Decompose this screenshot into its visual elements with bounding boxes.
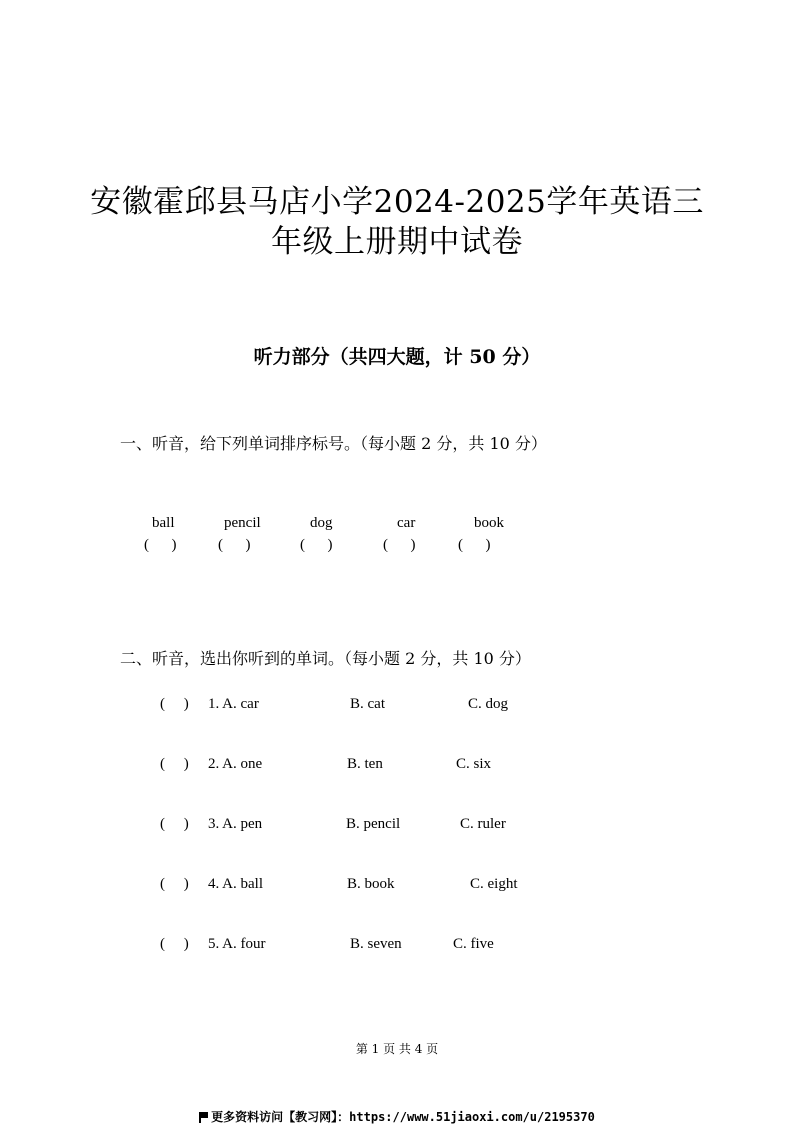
word-book: book bbox=[474, 515, 504, 531]
exam-title-line-1: 安徽霍邱县马店小学2024-2025学年英语三 bbox=[90, 184, 704, 220]
flag-icon bbox=[199, 1112, 207, 1122]
option-c: C. ruler bbox=[460, 816, 506, 832]
word-pencil: pencil bbox=[224, 515, 261, 531]
question-row bbox=[0, 876, 794, 900]
option-b: B. pencil bbox=[346, 816, 401, 832]
option-c: C. dog bbox=[468, 696, 509, 712]
question-row bbox=[0, 816, 794, 840]
option-a: 2. A. one bbox=[208, 756, 263, 772]
word-dog: dog bbox=[310, 515, 333, 531]
answer-blank[interactable]: ( ) bbox=[160, 696, 189, 712]
option-a: 1. A. car bbox=[208, 696, 259, 712]
option-c: C. six bbox=[456, 756, 492, 772]
section-1-heading: 一、听音，给下列单词排序标号。（每小题 2 分，共 10 分） bbox=[120, 434, 547, 453]
answer-blank[interactable]: ( ) bbox=[160, 876, 189, 892]
option-b: B. cat bbox=[350, 696, 385, 712]
listening-section-subtitle: 听力部分（共四大题，计 50 分） bbox=[253, 346, 541, 368]
answer-blank[interactable]: ( ) bbox=[218, 537, 251, 553]
answer-blank[interactable]: ( ) bbox=[383, 537, 416, 553]
question-row bbox=[0, 756, 794, 780]
option-a: 3. A. pen bbox=[208, 816, 263, 832]
option-b: B. seven bbox=[350, 936, 402, 952]
option-a: 4. A. ball bbox=[208, 876, 263, 892]
page-number: 第 1 页 共 4 页 bbox=[355, 1042, 439, 1056]
answer-blank[interactable]: ( ) bbox=[160, 816, 189, 832]
option-a: 5. A. four bbox=[208, 936, 266, 952]
option-b: B. ten bbox=[347, 756, 383, 772]
option-b: B. book bbox=[347, 876, 395, 892]
footer-link[interactable] bbox=[0, 1108, 794, 1125]
option-c: C. eight bbox=[470, 876, 518, 892]
answer-blank[interactable]: ( ) bbox=[144, 537, 177, 553]
answer-blank[interactable]: ( ) bbox=[458, 537, 491, 553]
exam-title-line-2: 年级上册期中试卷 bbox=[271, 224, 523, 260]
section-2-heading: 二、听音，选出你听到的单词。（每小题 2 分，共 10 分） bbox=[120, 649, 531, 668]
answer-blank[interactable]: ( ) bbox=[160, 756, 189, 772]
footer-link-text[interactable]: 更多资料访问【教习网】：https://www.51jiaoxi.com/u/2195370 bbox=[211, 1110, 595, 1124]
question-row bbox=[0, 696, 794, 720]
answer-blank[interactable]: ( ) bbox=[160, 936, 189, 952]
question-row bbox=[0, 936, 794, 960]
option-c: C. five bbox=[453, 936, 494, 952]
word-car: car bbox=[397, 515, 416, 531]
answer-blank[interactable]: ( ) bbox=[300, 537, 333, 553]
word-ball: ball bbox=[152, 515, 175, 531]
